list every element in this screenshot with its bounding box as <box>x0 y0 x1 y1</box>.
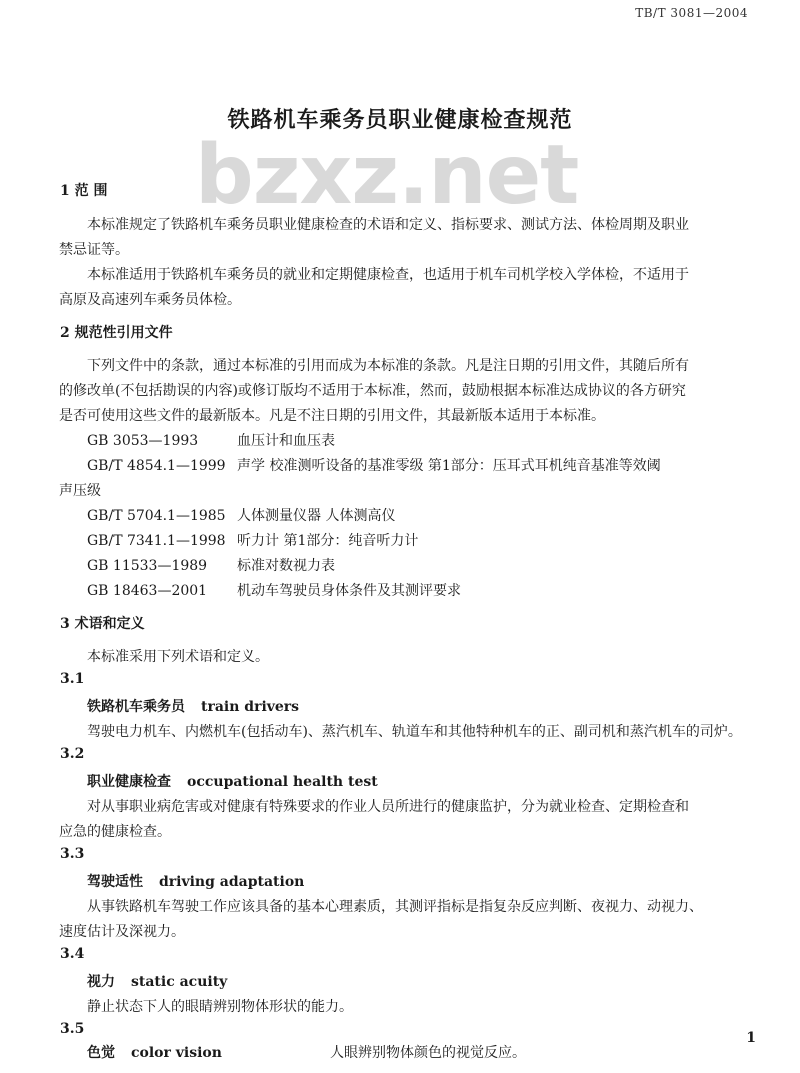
reference-item <box>87 530 418 550</box>
section-2-paragraph-line-3: 是否可使用这些文件的最新版本。凡是不注日期的引用文件，其最新版本适用于本标准。 <box>59 408 605 424</box>
reference-title: 听力计 第1部分：纯音听力计 <box>237 533 419 549</box>
term-english: train drivers <box>201 699 300 715</box>
section-1-paragraph-1-line-1: 本标准规定了铁路机车乘务员职业健康检查的术语和定义、指标要求、测试方法、体检周期及职业 <box>87 217 689 233</box>
term-heading <box>87 696 299 716</box>
term-definition-line-1: 从事铁路机车驾驶工作应该具备的基本心理素质，其测评指标是指复杂反应判断、夜视力、动视力、 <box>87 899 703 915</box>
section-2-paragraph-line-2: 的修改单(不包括勘误的内容)或修订版均不适用于本标准，然而，鼓励根据本标准达成协议的各方研究 <box>59 383 686 399</box>
term-english: occupational health test <box>187 774 378 790</box>
section-3-intro: 本标准采用下列术语和定义。 <box>87 649 269 665</box>
term-chinese: 铁路机车乘务员 <box>87 699 185 715</box>
term-heading <box>87 971 227 991</box>
section-1-paragraph-2-line-1: 本标准适用于铁路机车乘务员的就业和定期健康检查，也适用于机车司机学校入学体检，不适用于 <box>87 267 689 283</box>
term-chinese: 驾驶适性 <box>87 874 143 890</box>
reference-title-continuation: 声压级 <box>59 483 101 499</box>
document-title: 铁路机车乘务员职业健康检查规范 <box>227 107 573 133</box>
section-2-heading: 2 规范性引用文件 <box>60 325 173 341</box>
section-1-heading: 1 范 围 <box>60 183 108 199</box>
term-heading <box>87 771 378 791</box>
reference-item <box>87 430 335 450</box>
reference-code: GB/T 7341.1—1998 <box>87 533 226 549</box>
reference-code: GB 3053—1993 <box>87 433 199 449</box>
reference-code: GB 11533—1989 <box>87 558 208 574</box>
reference-code: GB/T 5704.1—1985 <box>87 508 226 524</box>
reference-item <box>87 555 335 575</box>
reference-item <box>87 455 661 475</box>
term-definition-line-1: 驾驶电力机车、内燃机车(包括动车)、蒸汽机车、轨道车和其他特种机车的正、副司机和蒸汽机车的司炉。 <box>87 724 742 740</box>
term-heading <box>87 871 304 891</box>
reference-title: 人体测量仪器 人体测高仪 <box>237 508 396 524</box>
term-heading <box>87 1042 222 1062</box>
standard-number: TB/T 3081—2004 <box>635 6 748 20</box>
term-definition-line-2: 应急的健康检查。 <box>59 824 171 840</box>
term-definition-line-1: 人眼辨别物体颜色的视觉反应。 <box>330 1045 526 1061</box>
clause-number: 3.2 <box>60 746 85 762</box>
clause-number: 3.5 <box>60 1021 85 1037</box>
section-1-paragraph-1-line-2: 禁忌证等。 <box>59 242 129 258</box>
reference-item <box>87 505 395 525</box>
term-definition-line-1: 静止状态下人的眼睛辨别物体形状的能力。 <box>87 999 353 1015</box>
term-english: color vision <box>131 1045 222 1061</box>
clause-number: 3.3 <box>60 846 85 862</box>
reference-title: 机动车驾驶员身体条件及其测评要求 <box>237 583 461 599</box>
watermark: bzxz.net <box>195 128 579 223</box>
term-english: driving adaptation <box>159 874 305 890</box>
section-1-paragraph-2-line-2: 高原及高速列车乘务员体检。 <box>59 292 241 308</box>
reference-item <box>87 580 461 600</box>
clause-number: 3.4 <box>60 946 85 962</box>
term-definition-line-2: 速度估计及深视力。 <box>59 924 185 940</box>
term-english: static acuity <box>131 974 228 990</box>
term-chinese: 职业健康检查 <box>87 774 171 790</box>
term-chinese: 色觉 <box>87 1045 115 1061</box>
reference-code: GB 18463—2001 <box>87 583 208 599</box>
term-definition-line-1: 对从事职业病危害或对健康有特殊要求的作业人员所进行的健康监护，分为就业检查、定期检查和 <box>87 799 689 815</box>
reference-title: 血压计和血压表 <box>237 433 335 449</box>
section-2-paragraph-line-1: 下列文件中的条款，通过本标准的引用而成为本标准的条款。凡是注日期的引用文件，其随后所有 <box>87 358 689 374</box>
page-number: 1 <box>746 1030 756 1046</box>
reference-title: 声学 校准测听设备的基准零级 第1部分：压耳式耳机纯音基准等效阈 <box>237 458 661 474</box>
term-chinese: 视力 <box>87 974 115 990</box>
section-3-heading: 3 术语和定义 <box>60 616 145 632</box>
reference-title: 标准对数视力表 <box>237 558 335 574</box>
reference-code: GB/T 4854.1—1999 <box>87 458 226 474</box>
clause-number: 3.1 <box>60 671 85 687</box>
